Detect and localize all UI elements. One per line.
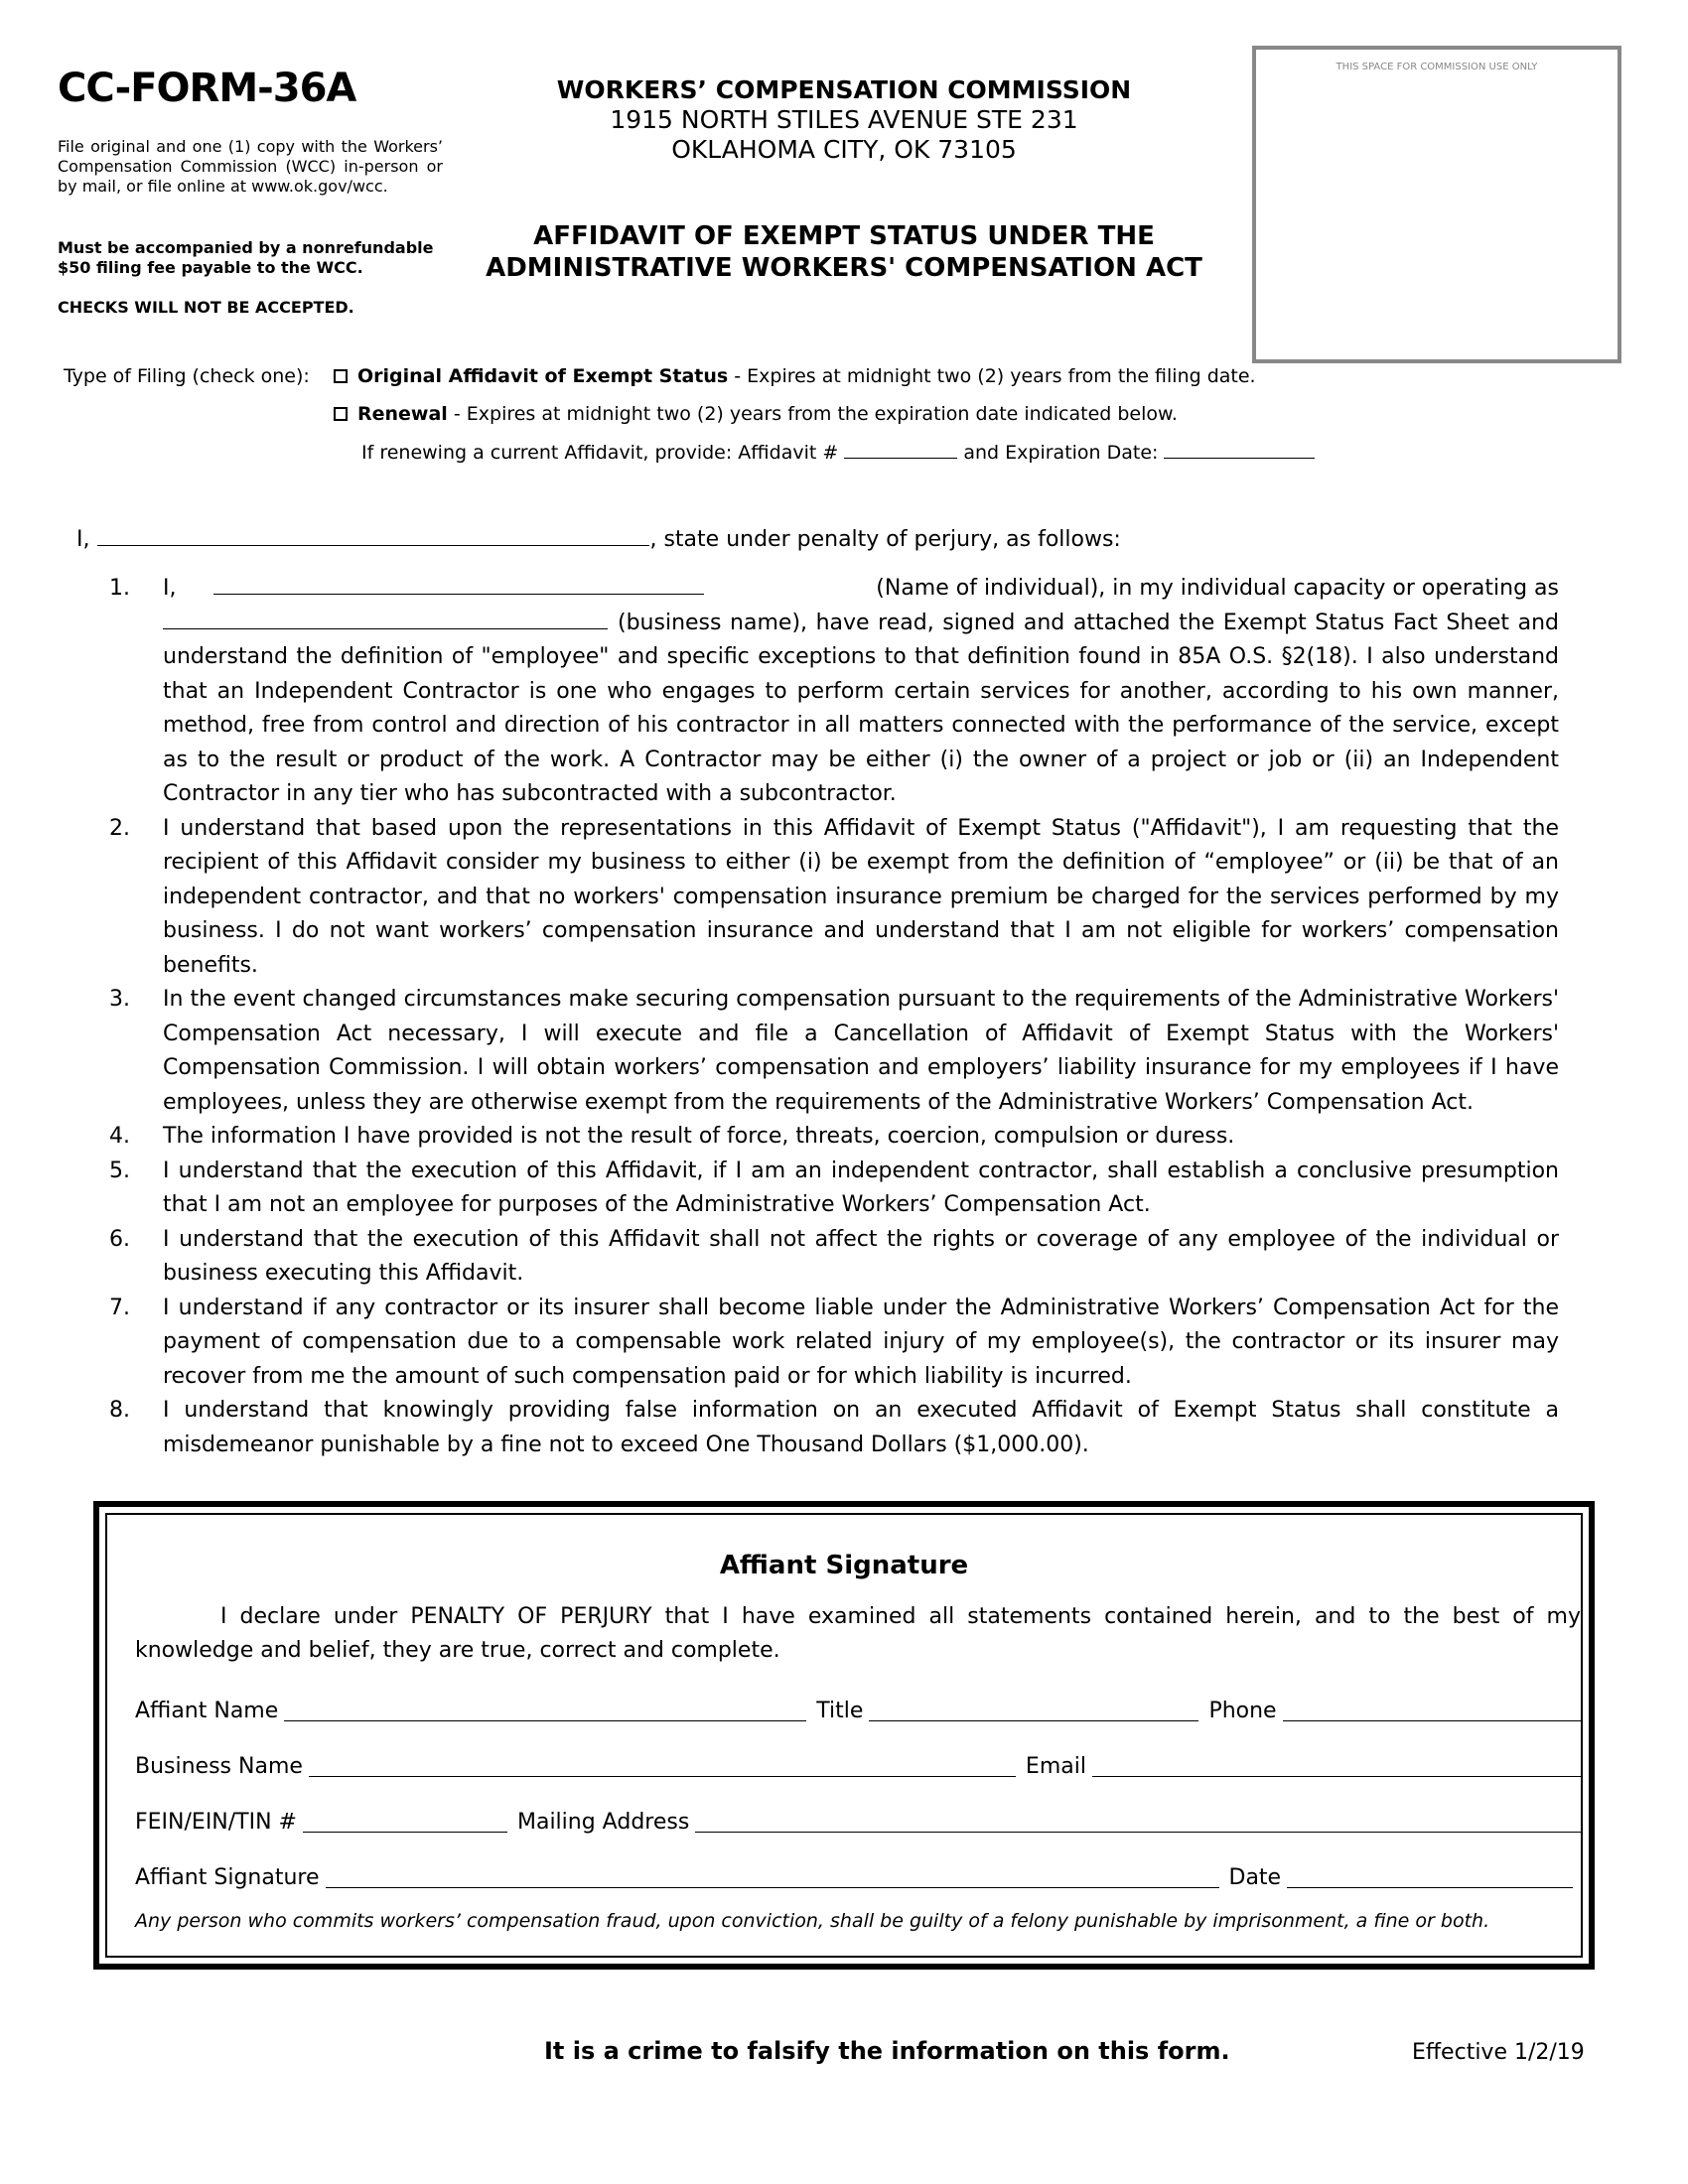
agency-name: WORKERS’ COMPENSATION COMMISSION [556, 75, 1132, 104]
item-text: I understand that the execution of this Affidavit shall not affect the rights or coverage of any employee of the individual or business executing this Affidavit. [163, 1226, 1559, 1286]
item1-body: (business name), have read, signed and attached the Exempt Status Fact Sheet and understand the definition of "employee" and specific exceptions to that definition found in 85A O.S. §2(18). I also understand that an Independent Contractor is one who engages to perform certain services for another, according to his own manner, method, free from control and direction of his contractor in all matters connected with the performance of the service, except as to the result or product of the work. A Contractor may be either (i) the owner of a project or job or (ii) an Independent Contractor in any tier who has subcontracted with a subcontractor. [163, 610, 1559, 806]
renewal-checkbox[interactable] [334, 407, 348, 421]
original-desc: - Expires at midnight two (2) years from the filing date. [728, 365, 1256, 387]
item-number: 3. [109, 987, 130, 1012]
email-field[interactable] [1092, 1754, 1581, 1777]
signature-inner-border [105, 1513, 1583, 1958]
date-field[interactable] [1287, 1865, 1573, 1888]
affiant-name-field[interactable] [284, 1699, 806, 1721]
statement-item [109, 1155, 1559, 1223]
filing-option-original[interactable] [334, 364, 1256, 388]
original-label: Original Affidavit of Exempt Status [357, 365, 729, 387]
effective-date: Effective 1/2/19 [1412, 2040, 1585, 2065]
signature-title: Affiant Signature [719, 1551, 969, 1580]
phone-field[interactable] [1283, 1699, 1581, 1721]
renewing-prefix: If renewing a current Affidavit, provide: Affidavit # [361, 442, 845, 464]
agency-address-line-1: 1915 NORTH STILES AVENUE STE 231 [610, 105, 1078, 134]
affidavit-number-field[interactable] [844, 458, 957, 459]
item-text: The information I have provided is not the result of force, threats, coercion, compulsion or duress. [163, 1124, 1235, 1149]
business-name-sig-field[interactable] [309, 1754, 1016, 1777]
affiant-signature-field[interactable] [326, 1865, 1219, 1888]
item-number: 6. [109, 1226, 130, 1252]
commission-use-box [1252, 46, 1621, 363]
statement-intro [76, 526, 1121, 554]
statement-item [109, 812, 1559, 984]
date-label: Date [1228, 1865, 1282, 1890]
renewal-label: Renewal [357, 403, 448, 425]
form-title [457, 220, 1231, 284]
fee-note: Must be accompanied by a nonrefundable $50 filing fee payable to the WCC. [58, 238, 434, 277]
signature-section [93, 1501, 1595, 1970]
item-number: 7. [109, 1295, 130, 1320]
mailing-address-label: Mailing Address [516, 1810, 690, 1835]
item-number: 4. [109, 1124, 130, 1149]
item-number: 8. [109, 1398, 130, 1423]
affiant-info-row [135, 1692, 1581, 1723]
expiration-date-field[interactable] [1164, 458, 1315, 459]
individual-name-field[interactable] [213, 594, 704, 595]
form-title-line-2: ADMINISTRATIVE WORKERS' COMPENSATION ACT [486, 253, 1202, 283]
item-text: I understand if any contractor or its insurer shall become liable under the Administrative Workers’ Compensation Act for the payment of compensation due to a compensable work related injury of my employee(s), the contractor or its insurer may recover from me the amount of such compensation paid or for which liability is incurred. [163, 1295, 1559, 1389]
mailing-address-field[interactable] [695, 1810, 1581, 1833]
renewal-details [361, 441, 1315, 465]
item-number: 1. [109, 576, 130, 601]
affiant-name-label: Affiant Name [135, 1699, 279, 1723]
statement-item [109, 1292, 1559, 1395]
item1-name-desc: (Name of individual), in my individual capacity or operating as [876, 576, 1559, 601]
statement-item [109, 1223, 1559, 1292]
checks-note: CHECKS WILL NOT BE ACCEPTED. [58, 298, 354, 317]
address-info-row [135, 1803, 1581, 1835]
statement-item [109, 983, 1559, 1120]
commission-use-label: THIS SPACE FOR COMMISSION USE ONLY [1336, 62, 1538, 72]
item1-prefix: I, [163, 576, 177, 601]
affiant-name-intro-field[interactable] [97, 545, 649, 546]
statement-item [109, 1394, 1559, 1462]
intro-prefix: I, [76, 527, 90, 552]
perjury-declaration: I declare under PENALTY OF PERJURY that I have examined all statements contained herein, and to the best of my knowledge and belief, they are true, correct and complete. [135, 1604, 1581, 1663]
expiration-label: and Expiration Date: [957, 442, 1165, 464]
affiant-signature-label: Affiant Signature [135, 1865, 320, 1890]
title-field[interactable] [869, 1699, 1198, 1721]
filing-instructions: File original and one (1) copy with the Workers’ Compensation Commission (WCC) in-person or by mail, or file online at www.ok.gov/wcc. [58, 137, 443, 196]
original-checkbox[interactable] [334, 369, 348, 383]
phone-label: Phone [1208, 1699, 1277, 1723]
form-code: CC-FORM-36A [58, 66, 356, 111]
fraud-warning: Any person who commits workers’ compensation fraud, upon conviction, shall be guilty of a felony punishable by imprisonment, a fine or both. [135, 1910, 1490, 1932]
form-title-line-1: AFFIDAVIT OF EXEMPT STATUS UNDER THE [533, 221, 1155, 251]
intro-suffix: , state under penalty of perjury, as follows: [649, 527, 1121, 552]
title-label: Title [816, 1699, 864, 1723]
item-number: 5. [109, 1158, 130, 1183]
crime-notice: It is a crime to falsify the information on this form. [544, 2037, 1230, 2065]
item-text: In the event changed circumstances make securing compensation pursuant to the requirements of the Administrative Workers' Compensation Act necessary, I will execute and file a Cancellation of Affidavit of Exempt Status with the Workers' Compensation Commission. I will obtain workers’ compensation and employers’ liability insurance for my employees if I have employees, unless they are otherwise exempt from the requirements of the Administrative Workers’ Compensation Act. [163, 987, 1559, 1115]
agency-address-line-2: OKLAHOMA CITY, OK 73105 [671, 135, 1017, 164]
item-text: I understand that based upon the representations in this Affidavit of Exempt Status ("Affidavit"), I am requesting that the recipient of this Affidavit consider my business to either (i) be exempt from the definition of “employee” or (ii) be that of an independent contractor, and that no workers' compensation insurance premium be charged for the services performed by my business. I do not want workers’ compensation insurance and understand that I am not eligible for workers’ compensation benefits. [163, 815, 1559, 978]
signature-row [135, 1858, 1581, 1890]
item-text: I understand that knowingly providing false information on an executed Affidavit of Exempt Status shall constitute a misdemeanor punishable by a fine not to exceed One Thousand Dollars ($1,000.00). [163, 1398, 1559, 1457]
business-name-field[interactable] [163, 628, 608, 629]
fein-label: FEIN/EIN/TIN # [135, 1810, 297, 1835]
statement-item [109, 572, 1559, 812]
business-info-row [135, 1747, 1581, 1779]
filing-type-label: Type of Filing (check one): [64, 365, 310, 387]
filing-option-renewal[interactable] [334, 402, 1178, 426]
item-number: 2. [109, 815, 130, 841]
email-label: Email [1025, 1754, 1086, 1779]
agency-block [457, 75, 1231, 165]
item-text: I understand that the execution of this Affidavit, if I am an independent contractor, shall establish a conclusive presumption that I am not an employee for purposes of the Administrative Workers’ Compensation Act. [163, 1158, 1559, 1217]
statement-item [109, 1120, 1559, 1155]
business-name-label: Business Name [135, 1754, 303, 1779]
statement-items [109, 572, 1559, 1462]
renewal-desc: - Expires at midnight two (2) years from the expiration date indicated below. [447, 403, 1178, 425]
fein-field[interactable] [303, 1810, 507, 1833]
